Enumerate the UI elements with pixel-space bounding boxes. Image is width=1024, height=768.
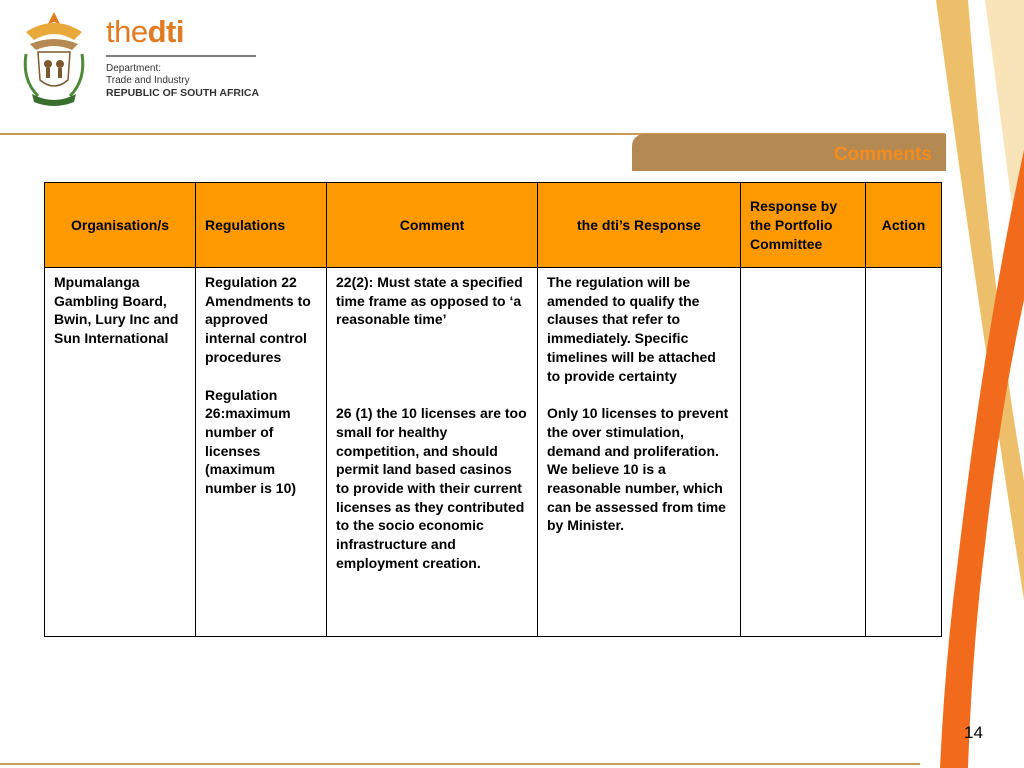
cell-dti-response (538, 268, 741, 637)
banner-title: Comments (833, 144, 932, 165)
cell-organisation (45, 268, 196, 637)
coat-of-arms-logo (20, 10, 88, 108)
organisation-text: Mpumalanga Gambling Board, Bwin, Lury Inc and Sun International (54, 274, 179, 347)
header-action: Action (866, 183, 942, 268)
regulation-2-text: Regulation 26:maximum number of licenses (maximum number is 10) (205, 386, 297, 497)
header-portfolio-response: Response by the Portfolio Committee (741, 183, 866, 268)
table-header-row (45, 183, 942, 268)
page-number: 14 (964, 723, 983, 742)
department-label (106, 63, 259, 99)
footer-divider (0, 763, 920, 765)
comments-table (44, 182, 942, 637)
dept-line-3: REPUBLIC OF SOUTH AFRICA (106, 87, 260, 99)
cell-action (866, 268, 942, 637)
response-1-text: The regulation will be amended to qualify the clauses that refer to immediately. Specific timelines will be attached to provide certainty (547, 274, 716, 384)
dept-line-1: Department: (106, 63, 162, 74)
response-2-text: Only 10 licenses to prevent the over stimulation, demand and proliferation. We believe 10 is a reasonable number, which can be assessed from time by Minister. (547, 405, 729, 534)
regulation-1-text: Regulation 22 Amendments to approved internal control procedures (205, 274, 311, 365)
dept-line-2: Trade and Industry (106, 75, 190, 86)
header-organisation: Organisation/s (45, 183, 196, 268)
cell-portfolio-response (741, 268, 866, 637)
brand-the: the (106, 14, 148, 49)
header-comment: Comment (327, 183, 538, 268)
comment-1-text: 22(2): Must state a specified time frame as opposed to ‘a reasonable time’ (336, 274, 523, 328)
cell-regulations (196, 268, 327, 637)
cell-comment (327, 268, 538, 637)
header-regulations: Regulations (196, 183, 327, 268)
comments-banner (632, 134, 946, 171)
brand-divider (106, 55, 256, 57)
dti-brand-logo (106, 14, 184, 50)
table-row (45, 268, 942, 637)
comment-2-text: 26 (1) the 10 licenses are too small for healthy competition, and should permit land based casinos to provide with their current licenses as they contributed to the socio economic infrastructure and employment creation. (336, 405, 527, 571)
brand-dti: dti (147, 14, 184, 49)
header-dti-response: the dti’s Response (538, 183, 741, 268)
